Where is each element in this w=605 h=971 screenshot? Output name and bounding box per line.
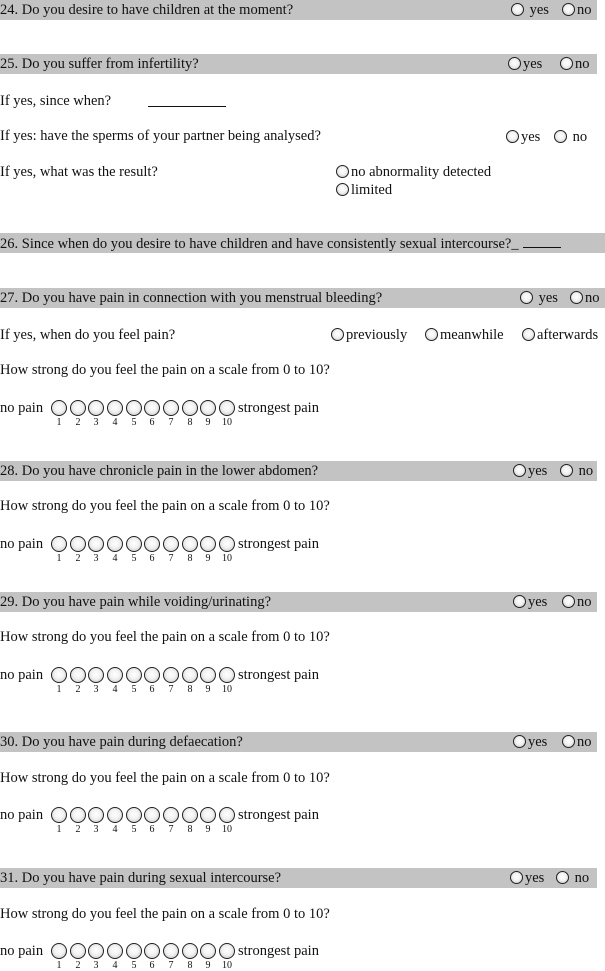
scale-radio-7[interactable] — [163, 667, 179, 683]
scale-radio-8[interactable] — [182, 807, 198, 823]
q25-yes-option[interactable]: yes — [508, 55, 542, 73]
q25-result-option-normal[interactable]: no abnormality detected — [336, 163, 491, 181]
scale-radio-3[interactable] — [88, 400, 104, 416]
scale-radio-9[interactable] — [200, 536, 216, 552]
scale-radio-3[interactable] — [88, 943, 104, 959]
scale-radio-5[interactable] — [126, 400, 142, 416]
scale-radio-8[interactable] — [182, 536, 198, 552]
q29-no-option[interactable]: no — [562, 593, 592, 611]
q25-sperm-label: If yes: have the sperms of your partner being analysed? — [0, 128, 321, 144]
scale-radio-10[interactable] — [219, 943, 235, 959]
q25-sperm-no-option[interactable]: no — [554, 128, 587, 146]
scale-min-label: no pain — [0, 667, 44, 683]
q25-no-option[interactable]: no — [560, 55, 590, 73]
q29-scale-question: How strong do you feel the pain on a scale from 0 to 10? — [0, 629, 330, 645]
q25-sperm-yes-option[interactable]: yes — [506, 128, 540, 146]
radio-icon[interactable] — [562, 735, 575, 748]
scale-radio-7[interactable] — [163, 943, 179, 959]
q27-when-afterwards[interactable]: afterwards — [522, 326, 598, 344]
q25-result-option-limited[interactable]: limited — [336, 181, 392, 199]
q30-text: 30. Do you have pain during defaecation? — [0, 734, 243, 750]
scale-radio-1[interactable] — [51, 667, 67, 683]
radio-icon[interactable] — [554, 130, 567, 143]
radio-icon[interactable] — [520, 291, 533, 304]
scale-radio-3[interactable] — [88, 536, 104, 552]
scale-radio-1[interactable] — [51, 807, 67, 823]
q27-when-label: If yes, when do you feel pain? — [0, 327, 176, 343]
q30-scale-question: How strong do you feel the pain on a scale from 0 to 10? — [0, 770, 330, 786]
scale-radio-4[interactable] — [107, 807, 123, 823]
scale-min-label: no pain — [0, 807, 44, 823]
radio-icon[interactable] — [560, 57, 573, 70]
q25-since-when-label: If yes, since when? — [0, 93, 112, 109]
scale-radio-10[interactable] — [219, 667, 235, 683]
scale-radio-6[interactable] — [144, 943, 160, 959]
q31-yes-option[interactable]: yes — [510, 869, 544, 887]
scale-radio-9[interactable] — [200, 400, 216, 416]
scale-radio-4[interactable] — [107, 943, 123, 959]
scale-radio-8[interactable] — [182, 943, 198, 959]
scale-radio-7[interactable] — [163, 400, 179, 416]
scale-radio-5[interactable] — [126, 536, 142, 552]
radio-icon[interactable] — [560, 464, 573, 477]
q25-result-label: If yes, what was the result? — [0, 164, 158, 180]
scale-radio-4[interactable] — [107, 536, 123, 552]
q26-answer-field[interactable] — [523, 234, 561, 248]
q30-no-option[interactable]: no — [562, 733, 592, 751]
radio-icon[interactable] — [336, 165, 349, 178]
scale-radio-8[interactable] — [182, 400, 198, 416]
q24-no-option[interactable]: no — [562, 1, 592, 19]
q25-since-when-field[interactable] — [148, 92, 226, 107]
radio-icon[interactable] — [562, 3, 575, 16]
q25-text: 25. Do you suffer from infertility? — [0, 56, 199, 72]
scale-radio-10[interactable] — [219, 807, 235, 823]
radio-icon[interactable] — [570, 291, 583, 304]
scale-radio-10[interactable] — [219, 400, 235, 416]
scale-radio-9[interactable] — [200, 807, 216, 823]
scale-max-label: strongest pain — [238, 667, 319, 683]
scale-radio-2[interactable] — [70, 943, 86, 959]
scale-max-label: strongest pain — [238, 536, 319, 552]
scale-radio-10[interactable] — [219, 536, 235, 552]
radio-icon[interactable] — [508, 57, 521, 70]
scale-min-label: no pain — [0, 400, 44, 416]
q27-when-meanwhile[interactable]: meanwhile — [425, 326, 504, 344]
scale-radio-1[interactable] — [51, 400, 67, 416]
scale-radio-7[interactable] — [163, 807, 179, 823]
scale-max-label: strongest pain — [238, 400, 319, 416]
scale-radio-8[interactable] — [182, 667, 198, 683]
q30-yes-option[interactable]: yes — [513, 733, 547, 751]
q28-yes-option[interactable]: yes — [513, 462, 547, 480]
radio-icon[interactable] — [513, 595, 526, 608]
scale-radio-6[interactable] — [144, 400, 160, 416]
radio-icon[interactable] — [506, 130, 519, 143]
scale-min-label: no pain — [0, 943, 44, 959]
q28-no-option[interactable]: no — [560, 462, 593, 480]
radio-icon[interactable] — [522, 328, 535, 341]
radio-icon[interactable] — [336, 183, 349, 196]
scale-radio-2[interactable] — [70, 536, 86, 552]
scale-radio-5[interactable] — [126, 807, 142, 823]
q27-scale-question: How strong do you feel the pain on a scale from 0 to 10? — [0, 362, 330, 378]
scale-radio-6[interactable] — [144, 667, 160, 683]
scale-radio-9[interactable] — [200, 943, 216, 959]
scale-radio-4[interactable] — [107, 667, 123, 683]
q27-no-option[interactable]: no — [570, 289, 600, 307]
scale-radio-4[interactable] — [107, 400, 123, 416]
scale-radio-2[interactable] — [70, 667, 86, 683]
scale-radio-1[interactable] — [51, 943, 67, 959]
radio-icon[interactable] — [331, 328, 344, 341]
q27-text: 27. Do you have pain in connection with you menstrual bleeding? — [0, 290, 383, 306]
radio-icon[interactable] — [562, 595, 575, 608]
scale-radio-6[interactable] — [144, 536, 160, 552]
radio-icon[interactable] — [513, 735, 526, 748]
scale-radio-1[interactable] — [51, 536, 67, 552]
q27-yes-option[interactable]: yes — [520, 289, 558, 307]
q26-text: 26. Since when do you desire to have children and have consistently sexual intercourse?_ — [0, 234, 561, 253]
q27-when-previously[interactable]: previously — [331, 326, 407, 344]
scale-max-label: strongest pain — [238, 807, 319, 823]
scale-radio-3[interactable] — [88, 807, 104, 823]
q24-yes-option[interactable]: yes — [511, 1, 549, 19]
radio-icon[interactable] — [513, 464, 526, 477]
q28-scale-question: How strong do you feel the pain on a scale from 0 to 10? — [0, 498, 330, 514]
q31-text: 31. Do you have pain during sexual intercourse? — [0, 870, 282, 886]
q29-yes-option[interactable]: yes — [513, 593, 547, 611]
q28-text: 28. Do you have chronicle pain in the lower abdomen? — [0, 463, 319, 479]
radio-icon[interactable] — [511, 3, 524, 16]
radio-icon[interactable] — [556, 871, 569, 884]
scale-min-label: no pain — [0, 536, 44, 552]
scale-radio-7[interactable] — [163, 536, 179, 552]
scale-radio-2[interactable] — [70, 807, 86, 823]
q24-text: 24. Do you desire to have children at the moment? — [0, 2, 294, 18]
q29-text: 29. Do you have pain while voiding/urinating? — [0, 594, 272, 610]
scale-radio-6[interactable] — [144, 807, 160, 823]
scale-radio-2[interactable] — [70, 400, 86, 416]
q31-scale-question: How strong do you feel the pain on a scale from 0 to 10? — [0, 906, 330, 922]
scale-radio-3[interactable] — [88, 667, 104, 683]
scale-radio-5[interactable] — [126, 667, 142, 683]
radio-icon[interactable] — [510, 871, 523, 884]
scale-radio-5[interactable] — [126, 943, 142, 959]
q31-no-option[interactable]: no — [556, 869, 589, 887]
radio-icon[interactable] — [425, 328, 438, 341]
scale-max-label: strongest pain — [238, 943, 319, 959]
scale-radio-9[interactable] — [200, 667, 216, 683]
